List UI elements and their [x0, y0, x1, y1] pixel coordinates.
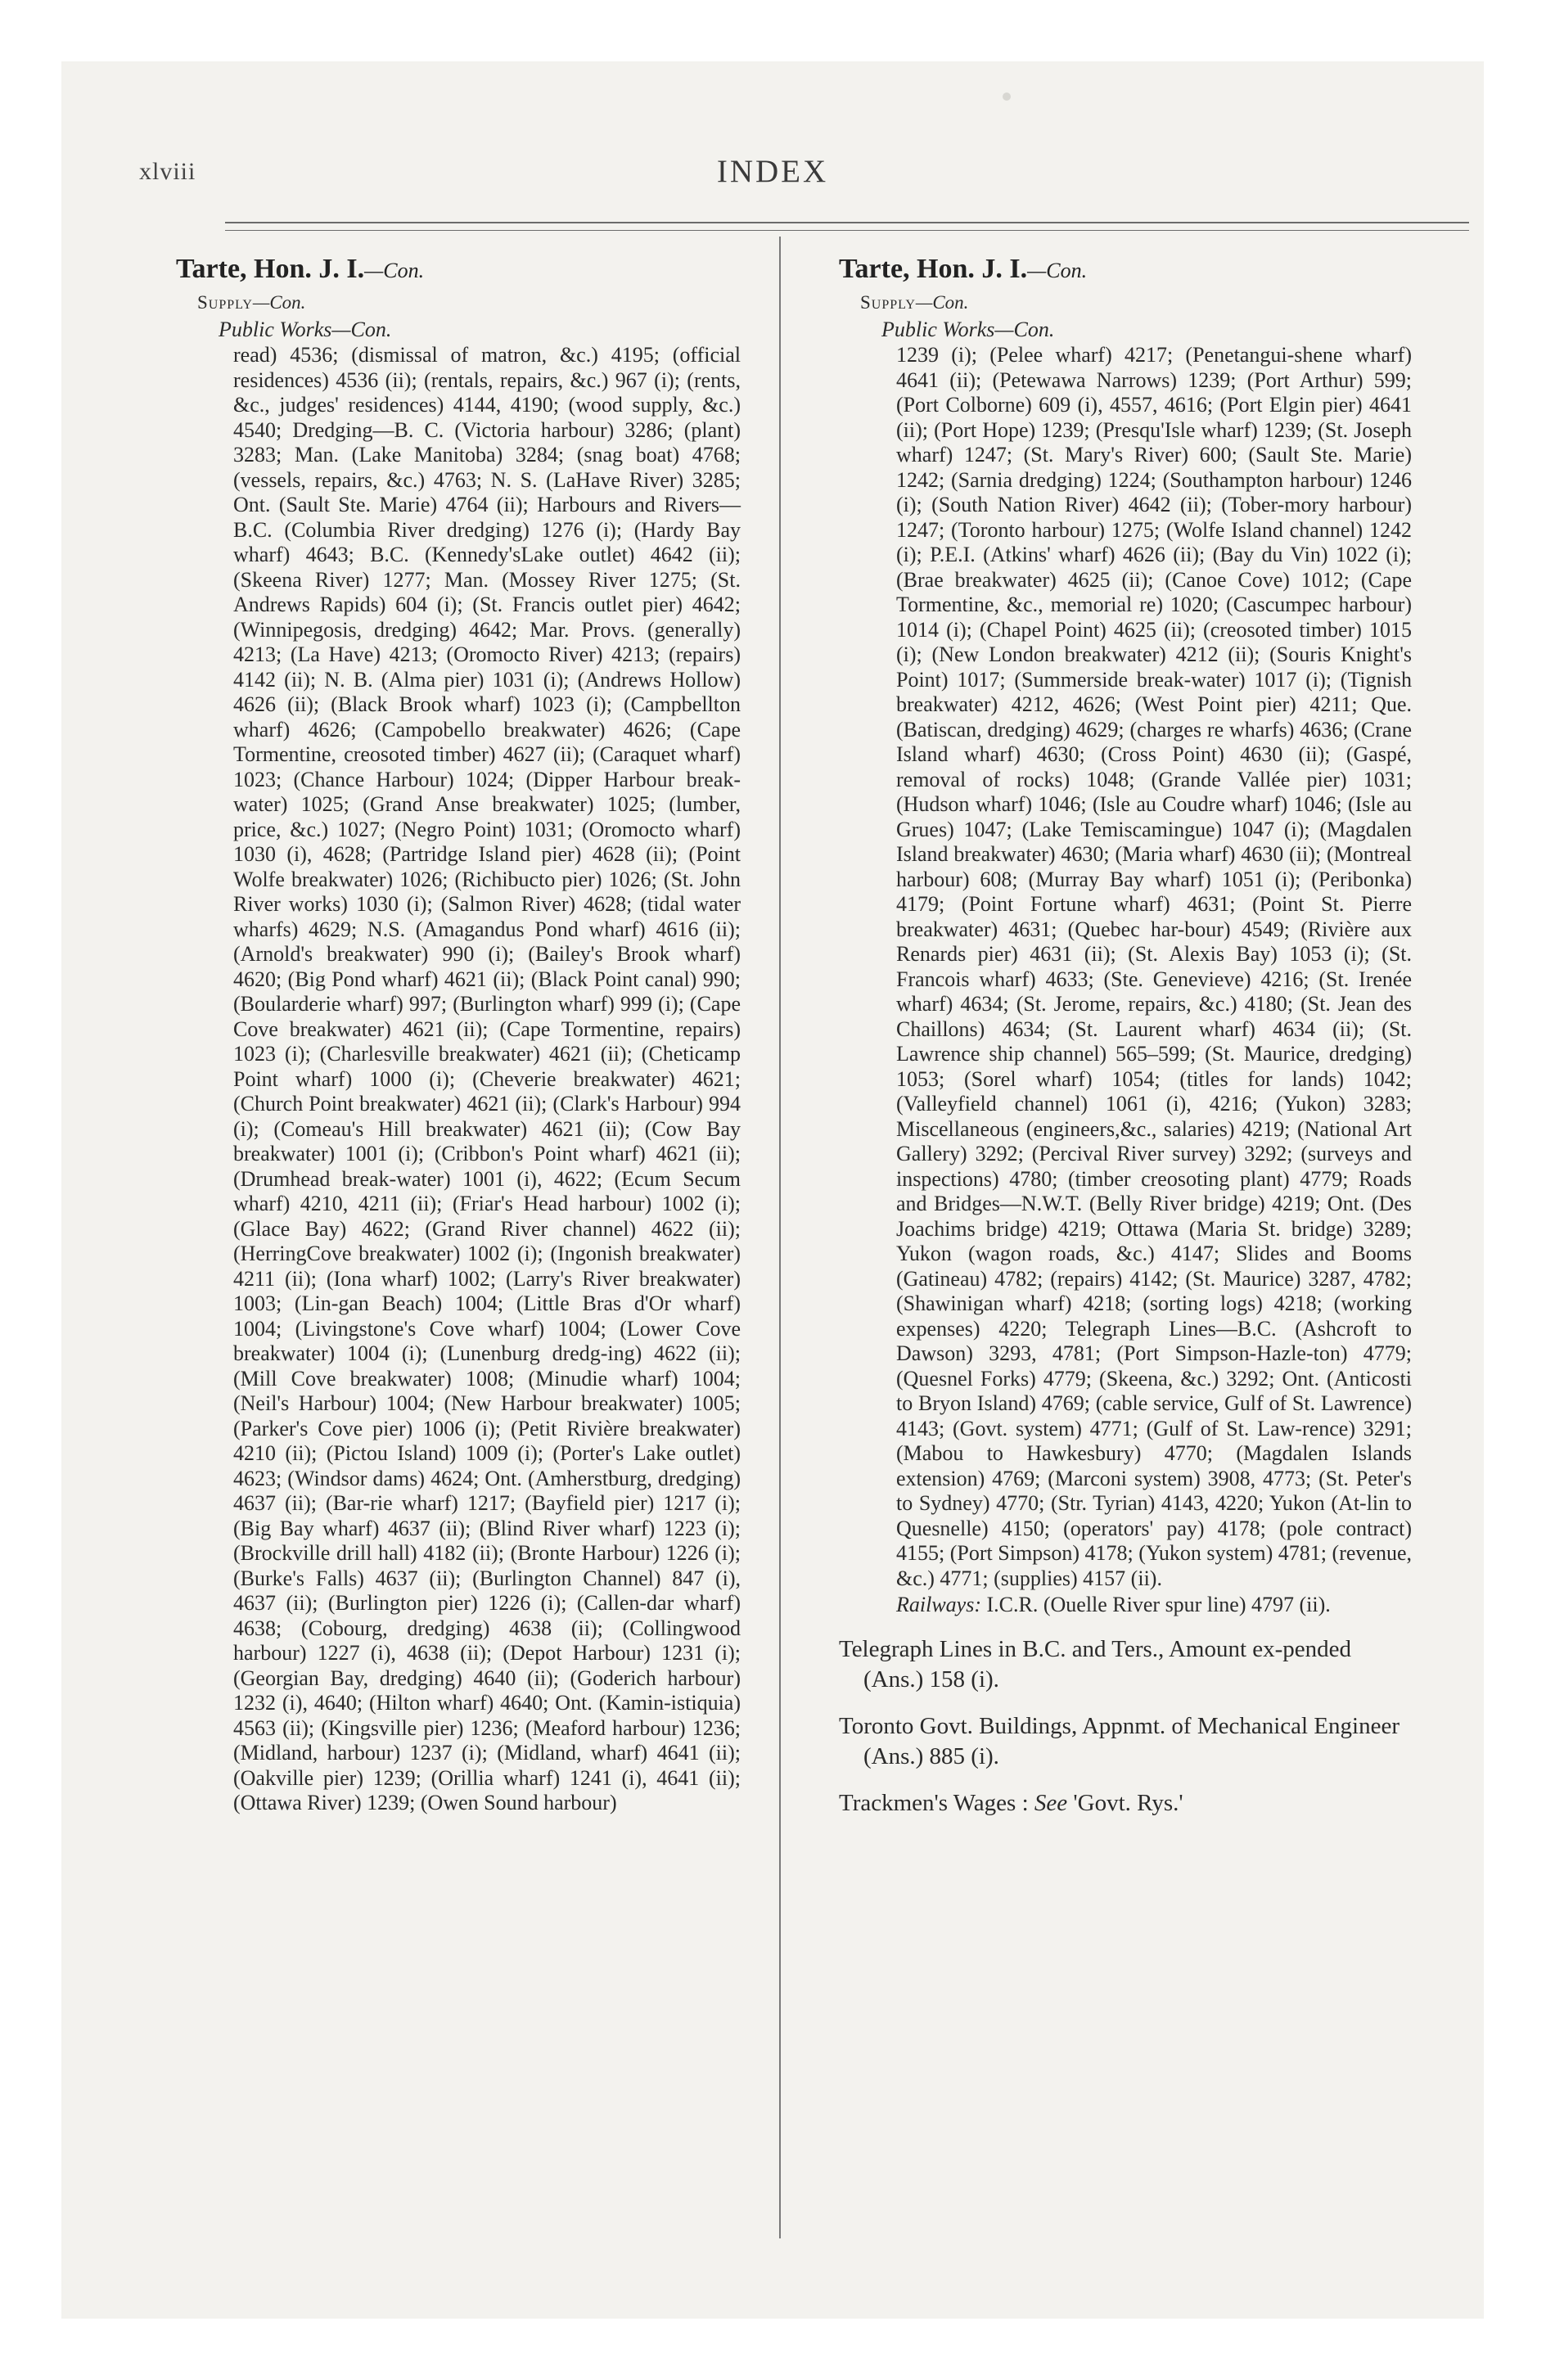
- supply-subheading: [176, 289, 741, 317]
- header-rule: [225, 222, 1469, 223]
- heading-name: Tarte, Hon. J. I.: [839, 254, 1028, 284]
- public-works-subheading: Public Works—Con.: [219, 318, 392, 341]
- supply-label: Supply: [860, 292, 916, 313]
- index-entry: Toronto Govt. Buildings, Appnmt. of Mechanical Engineer (Ans.) 885 (i).: [839, 1712, 1400, 1769]
- page-header: [61, 61, 1484, 192]
- railways-entry: [839, 1593, 1412, 1618]
- right-column: [839, 251, 1412, 1819]
- railways-text: I.C.R. (Ouelle River spur line) 4797 (ii).: [981, 1593, 1331, 1616]
- entry-text: Trackmen's Wages :: [839, 1789, 1034, 1816]
- see-target: 'Govt. Rys.': [1067, 1789, 1183, 1816]
- heading-continued: —Con.: [364, 259, 425, 282]
- entry-heading: [839, 251, 1412, 289]
- supply-continued: —Con.: [252, 292, 306, 313]
- header-rule-thin: [225, 230, 1469, 231]
- entry-heading: [176, 251, 741, 289]
- left-column: [176, 251, 741, 1816]
- running-title: INDEX: [716, 154, 829, 189]
- index-entry: [839, 1788, 1412, 1819]
- supply-continued: —Con.: [915, 292, 969, 313]
- column-divider: [779, 237, 781, 2238]
- entry-body: 1239 (i); (Pelee wharf) 4217; (Penetangui-shene wharf) 4641 (ii); (Petewawa Narrows) 1239; (Port Arthur) 599; (Port Colborne) 609 (i), 4557, 4616; (Port Elgin pier) 4641 (ii); (Port Hope) 1239; (Presqu'Isle wharf) 1239; (St. Joseph wharf) 1247; (St. Mary's River) 600; (Sault Ste. Marie) 1242; (Sarnia dredging) 1224; (Southampton harbour) 1246 (i); (South Nation River) 4642 (ii); (Tober-mory harbour) 1247; (Toronto harbour) 1275; (Wolfe Island channel) 1242 (i); P.E.I. (Atkins' wharf) 4626 (ii); (Bay du Vin) 1022 (i); (Brae breakwater) 4625 (ii); (Canoe Cove) 1012; (Cape Tormentine, &c., memorial re) 1020; (Cascumpec harbour) 1014 (i); (Chapel Point) 4625 (ii); (creosoted timber) 1015 (i); (New London breakwater) 4212 (ii); (Souris Knight's Point) 1017; (Summerside break-water) 1017 (i); (Tignish breakwater) 4212, 4626; (West Point pier) 4211; Que. (Batiscan, dredging) 4629; (charges re wharfs) 4636; (Crane Island wharf) 4630; (Cross Point) 4630 (ii); (Gaspé, removal of rocks) 1048; (Grande Vallée pier) 1031; (Hudson wharf) 1046; (Isle au Coudre wharf) 1046; (Isle au Grues) 1047; (Lake Temiscamingue) 1047 (i); (Magdalen Island breakwater) 4630; (Maria wharf) 4630 (ii); (Montreal harbour) 608; (Murray Bay wharf) 1051 (i); (Peribonka) 4179; (Point Fortune wharf) 4631; (Point St. Pierre breakwater) 4631; (Quebec har-bour) 4549; (Rivière aux Renards pier) 4631 (ii); (St. Alexis Bay) 1053 (i); (St. Francois wharf) 4633; (Ste. Genevieve) 4216; (St. Irenée wharf) 4634; (St. Jerome, repairs, &c.) 4180; (St. Jean des Chaillons) 4634; (St. Laurent wharf) 4634 (ii); (St. Lawrence ship channel) 565–599; (St. Maurice, dredging) 1053; (Sorel wharf) 1054; (titles for lands) 1042; (Valleyfield channel) 1061 (i), 4216; (Yukon) 3283; Miscellaneous (engineers,&c., salaries) 4219; (National Art Gallery) 3292; (Percival River survey) 3292; (surveys and inspections) 4780; (timber creosoting plant) 4779; Roads and Bridges—N.W.T. (Belly River bridge) 4219; Ont. (Des Joachims bridge) 4219; Ottawa (Maria St. bridge) 3289; Yukon (wagon roads, &c.) 4147; Slides and Booms (Gatineau) 4782; (repairs) 4142; (St. Maurice) 3287, 4782; (Shawinigan wharf) 4218; (sorting logs) 4218; (working expenses) 4220; Telegraph Lines—B.C. (Ashcroft to Dawson) 3293, 4781; (Port Simpson-Hazle-ton) 4779; (Quesnel Forks) 4779; (Skeena, &c.) 3292; Ont. (Anticosti to Bryon Island) 4769; (cable service, Gulf of St. Lawrence) 4143; (Govt. system) 4771; (Gulf of St. Law-rence) 3291; (Mabou to Hawkesbury) 4770; (Magdalen Islands extension) 4769; (Marconi system) 3908, 4773; (St. Peter's to Sydney) 4770; (Str. Tyrian) 4143, 4220; Yukon (At-lin to Quesnelle) 4150; (operators' pay) 4178; (pole contract) 4155; (Port Simpson) 4178; (Yukon system) 4781; (revenue, &c.) 4771; (supplies) 4157 (ii).: [896, 343, 1412, 1590]
- page-number: xlviii: [139, 158, 196, 185]
- see-reference: See: [1034, 1789, 1068, 1816]
- supply-label: Supply: [197, 292, 253, 313]
- index-entry: Telegraph Lines in B.C. and Ters., Amount ex-pended (Ans.) 158 (i).: [839, 1635, 1352, 1693]
- supply-subheading: [839, 289, 1412, 317]
- heading-name: Tarte, Hon. J. I.: [176, 254, 365, 284]
- index-page: [61, 61, 1484, 2319]
- railways-label: Railways:: [896, 1593, 981, 1616]
- entry-body: read) 4536; (dismissal of matron, &c.) 4195; (official residences) 4536 (ii); (rentals, repairs, &c.) 967 (i); (rents, &c., judges' residences) 4144, 4190; (wood supply, &c.) 4540; Dredging—B. C. (Victoria harbour) 3286; (plant) 3283; Man. (Lake Manitoba) 3284; (snag boat) 4768; (vessels, repairs, &c.) 4763; N. S. (LaHave River) 3285; Ont. (Sault Ste. Marie) 4764 (ii); Harbours and Rivers—B.C. (Columbia River dredging) 1276 (i); (Hardy Bay wharf) 4643; B.C. (Kennedy'sLake outlet) 4642 (ii); (Skeena River) 1277; Man. (Mossey River 1275; (St. Andrews Rapids) 604 (i); (St. Francis outlet pier) 4642; (Winnipegosis, dredging) 4642; Mar. Provs. (generally) 4213; (La Have) 4213; (Oromocto River) 4213; (repairs) 4142 (ii); N. B. (Alma pier) 1031 (i); (Andrews Hollow) 4626 (ii); (Black Brook wharf) 1023 (i); (Campbellton wharf) 4626; (Campobello breakwater) 4626; (Cape Tormentine, creosoted timber) 4627 (ii); (Caraquet wharf) 1023; (Chance Harbour) 1024; (Dipper Harbour break-water) 1025; (Grand Anse breakwater) 1025; (lumber, price, &c.) 1027; (Negro Point) 1031; (Oromocto wharf) 1030 (i), 4628; (Partridge Island pier) 4628 (ii); (Point Wolfe breakwater) 1026; (Richibucto pier) 1026; (St. John River works) 1030 (i); (Salmon River) 4628; (tidal water wharfs) 4629; N.S. (Amagandus Pond wharf) 4616 (ii); (Arnold's breakwater) 990 (i); (Bailey's Brook wharf) 4620; (Big Pond wharf) 4621 (ii); (Black Point canal) 990; (Boularderie wharf) 997; (Burlington wharf) 999 (i); (Cape Cove breakwater) 4621 (ii); (Cape Tormentine, repairs) 1023 (i); (Charlesville breakwater) 4621 (ii); (Cheticamp Point wharf) 1000 (i); (Cheverie breakwater) 4621; (Church Point breakwater) 4621 (ii); (Clark's Harbour) 994 (i); (Comeau's Hill breakwater) 4621 (ii); (Cow Bay breakwater) 1001 (i); (Cribbon's Point wharf) 4621 (ii); (Drumhead break-water) 1001 (i), 4622; (Ecum Secum wharf) 4210, 4211 (ii); (Friar's Head harbour) 1002 (i); (Glace Bay) 4622; (Grand River channel) 4622 (ii); (HerringCove breakwater) 1002 (i); (Ingonish breakwater) 4211 (ii); (Iona wharf) 1002; (Larry's River breakwater) 1003; (Lin-gan Beach) 1004; (Little Bras d'Or wharf) 1004; (Livingstone's Cove wharf) 1004; (Lower Cove breakwater) 1004 (i); (Lunenburg dredg-ing) 4622 (ii); (Mill Cove breakwater) 1008; (Minudie wharf) 1004; (Neil's Harbour) 1004; (New Harbour breakwater) 1005; (Parker's Cove pier) 1006 (i); (Petit Rivière breakwater) 4210 (ii); (Pictou Island) 1009 (i); (Porter's Lake outlet) 4623; (Windsor dams) 4624; Ont. (Amherstburg, dredging) 4637 (ii); (Bar-rie wharf) 1217; (Bayfield pier) 1217 (i); (Big Bay wharf) 4637 (ii); (Blind River wharf) 1223 (i); (Brockville drill hall) 4182 (ii); (Bronte Harbour) 1226 (i); (Burke's Falls) 4637 (ii); (Burlington Channel) 847 (i), 4637 (ii); (Burlington pier) 1226 (i); (Callen-dar wharf) 4638; (Cobourg, dredging) 4638 (ii); (Collingwood harbour) 1227 (i), 4638 (ii); (Depot Harbour) 1231 (i); (Georgian Bay, dredging) 4640 (ii); (Goderich harbour) 1232 (i), 4640; (Hilton wharf) 4640; Ont. (Kamin-istiquia) 4563 (ii); (Kingsville pier) 1236; (Meaford harbour) 1236; (Midland, harbour) 1237 (i); (Midland, wharf) 4641 (ii); (Oakville pier) 1239; (Orillia wharf) 1241 (i), 4641 (ii); (Ottawa River) 1239; (Owen Sound harbour): [233, 343, 741, 1814]
- public-works-subheading: Public Works—Con.: [881, 318, 1055, 341]
- heading-continued: —Con.: [1027, 259, 1088, 282]
